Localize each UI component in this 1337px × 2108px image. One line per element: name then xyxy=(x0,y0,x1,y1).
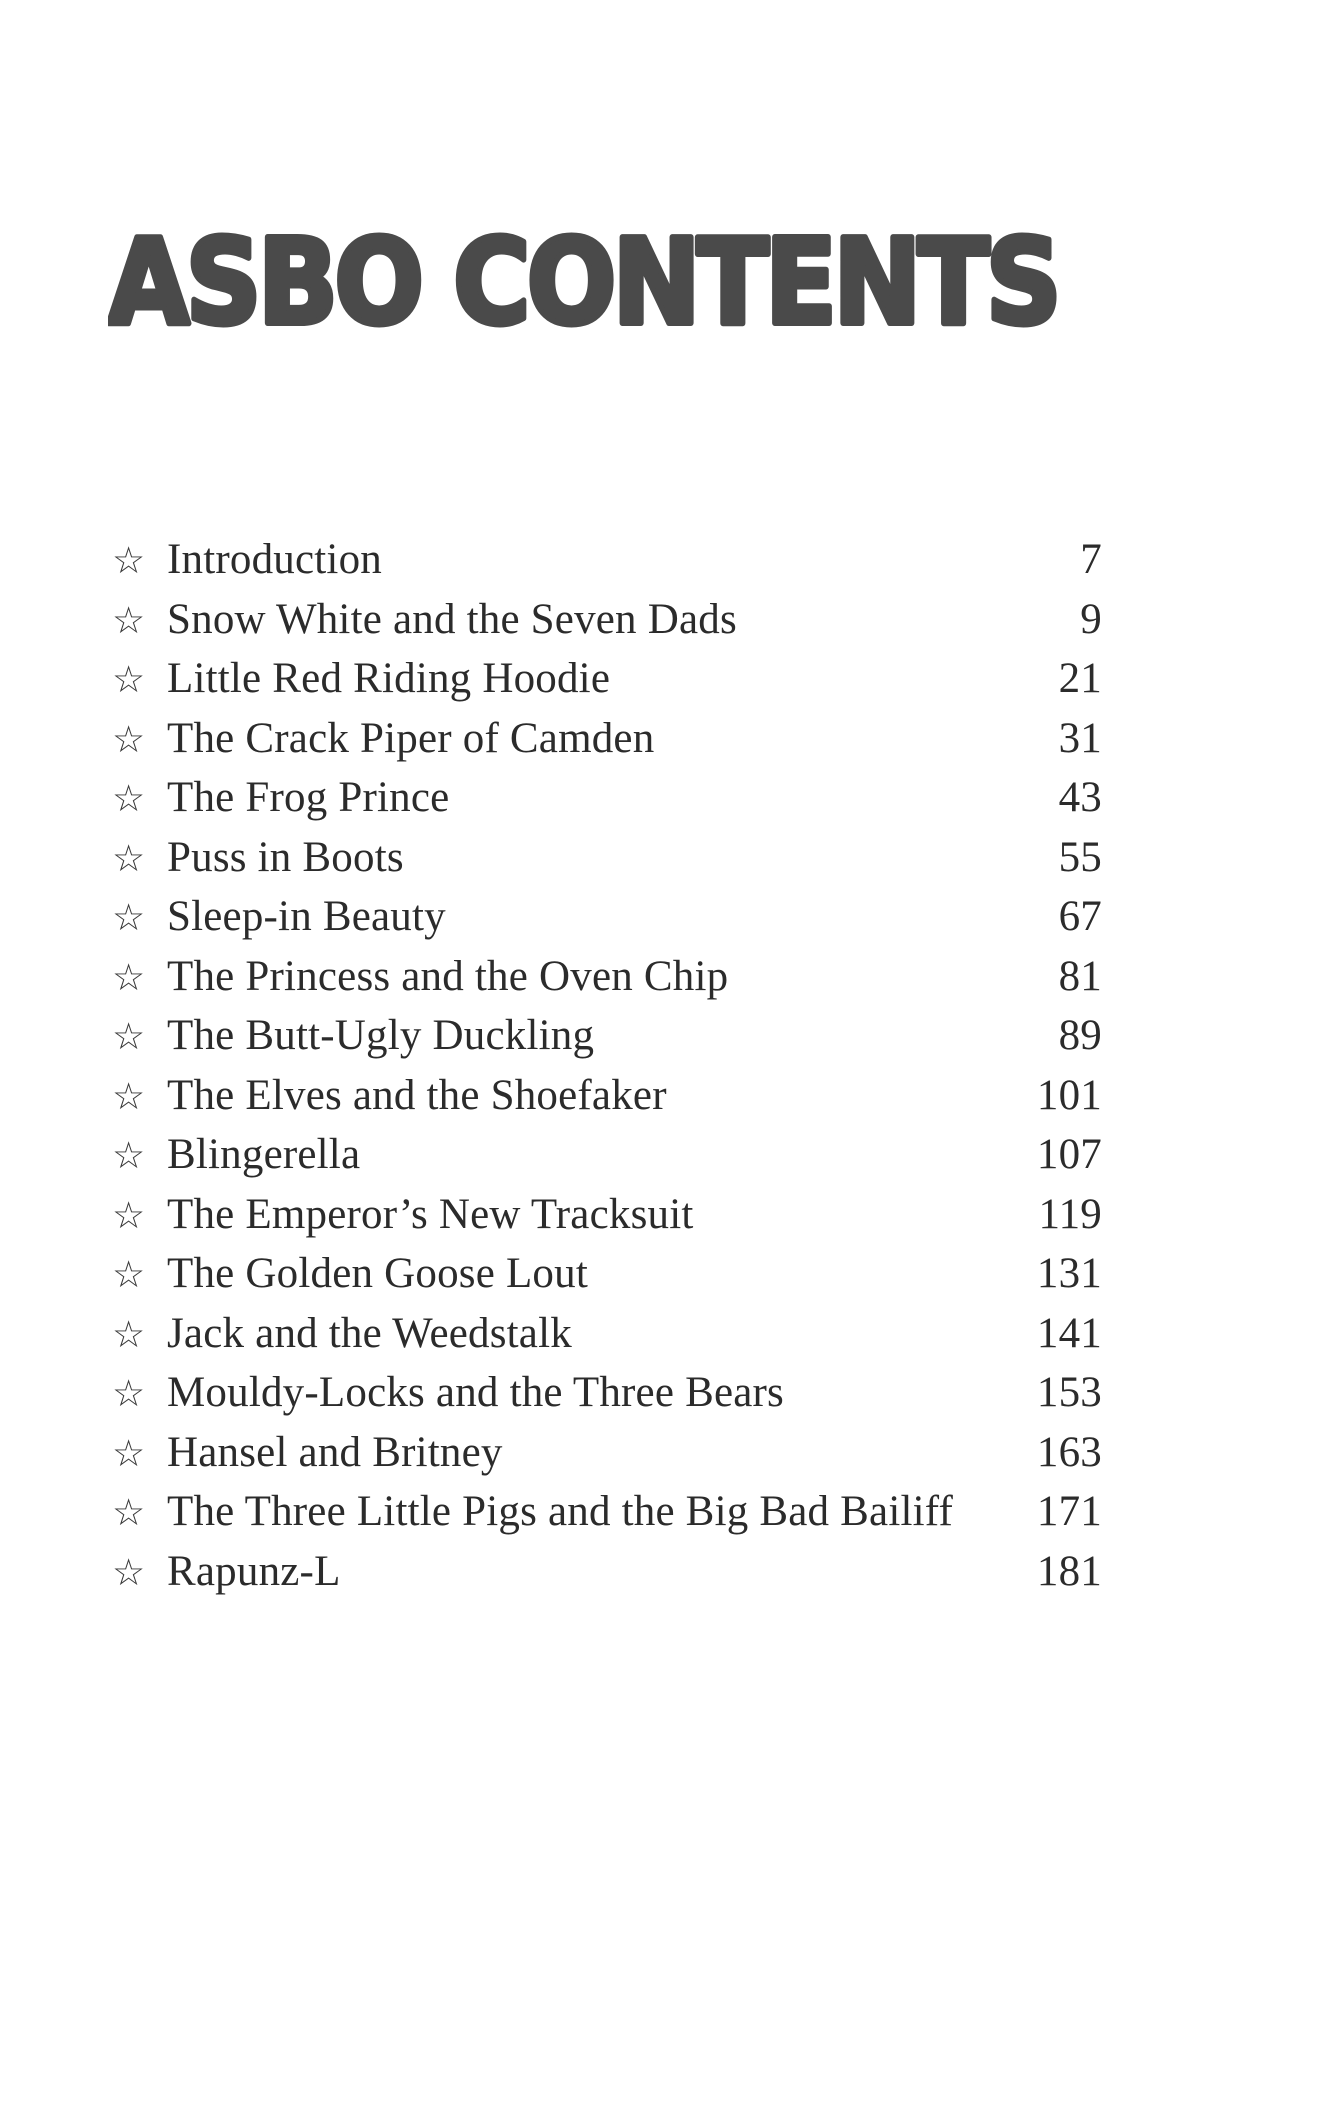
toc-entry xyxy=(112,1066,1102,1126)
toc-entry-title: Puss in Boots xyxy=(167,833,404,881)
star-outline-icon: ☆ xyxy=(112,658,146,701)
star-outline-icon: ☆ xyxy=(112,1193,146,1237)
graffiti-title xyxy=(108,205,1068,355)
toc-entry xyxy=(112,590,1102,650)
star-outline-icon: ☆ xyxy=(112,1372,146,1415)
toc-entry xyxy=(112,1185,1102,1245)
star-outline-icon: ☆ xyxy=(112,1253,146,1296)
toc-entry-page-number: 153 xyxy=(1036,1369,1102,1416)
toc-entry-title: The Frog Prince xyxy=(167,774,450,821)
page-title xyxy=(108,205,1068,355)
star-outline-icon: ☆ xyxy=(112,539,146,582)
toc-entry xyxy=(112,1304,1102,1364)
title-text: ASBO CONTENTS xyxy=(108,213,1058,351)
toc-entry-page-number: 171 xyxy=(1036,1488,1102,1535)
star-outline-icon: ☆ xyxy=(112,836,146,880)
toc-entry-page-number: 119 xyxy=(1038,1190,1102,1238)
toc-entry-title: Jack and the Weedstalk xyxy=(167,1309,572,1357)
toc-entry xyxy=(112,709,1102,769)
toc-entry-title: The Emperor’s New Tracksuit xyxy=(167,1190,694,1238)
toc-entry-page-number: 81 xyxy=(1058,952,1102,1000)
toc-entry-title: Snow White and the Seven Dads xyxy=(167,595,737,643)
star-outline-icon: ☆ xyxy=(112,777,146,820)
toc-entry-title: The Golden Goose Lout xyxy=(167,1250,588,1297)
toc-entry xyxy=(112,1482,1102,1542)
star-outline-icon: ☆ xyxy=(112,1015,146,1058)
star-outline-icon: ☆ xyxy=(112,598,146,642)
toc-entry xyxy=(112,887,1102,947)
toc-entry-page-number: 31 xyxy=(1058,714,1102,762)
table-of-contents xyxy=(112,530,1102,1601)
toc-entry xyxy=(112,1423,1102,1483)
toc-entry-page-number: 101 xyxy=(1036,1071,1102,1119)
toc-entry xyxy=(112,530,1102,590)
toc-entry xyxy=(112,1363,1102,1423)
toc-entry-title: Mouldy-Locks and the Three Bears xyxy=(167,1369,784,1416)
star-outline-icon: ☆ xyxy=(112,1134,146,1177)
toc-entry xyxy=(112,1542,1102,1602)
toc-entry xyxy=(112,768,1102,828)
toc-entry xyxy=(112,1125,1102,1185)
toc-entry xyxy=(112,947,1102,1007)
toc-entry-title: Hansel and Britney xyxy=(167,1428,503,1476)
toc-entry-title: Rapunz-L xyxy=(167,1547,341,1595)
toc-entry xyxy=(112,649,1102,709)
toc-entry-page-number: 43 xyxy=(1058,774,1102,821)
toc-entry-page-number: 7 xyxy=(1080,536,1102,583)
toc-entry-page-number: 21 xyxy=(1058,655,1102,702)
toc-entry-title: The Elves and the Shoefaker xyxy=(167,1071,667,1119)
toc-entry-page-number: 181 xyxy=(1036,1547,1102,1595)
toc-entry-title: Little Red Riding Hoodie xyxy=(167,655,611,702)
toc-entry-page-number: 67 xyxy=(1058,893,1102,940)
toc-entry-title: The Three Little Pigs and the Big Bad Bailiff xyxy=(167,1488,954,1535)
star-outline-icon: ☆ xyxy=(112,955,146,999)
toc-entry xyxy=(112,1006,1102,1066)
toc-entry-title: Introduction xyxy=(167,536,382,583)
toc-entry xyxy=(112,828,1102,888)
star-outline-icon: ☆ xyxy=(112,717,146,761)
star-outline-icon: ☆ xyxy=(112,1491,146,1534)
star-outline-icon: ☆ xyxy=(112,896,146,939)
toc-entry-title: The Crack Piper of Camden xyxy=(167,714,655,762)
star-outline-icon: ☆ xyxy=(112,1550,146,1594)
toc-entry-title: Sleep-in Beauty xyxy=(167,893,446,940)
toc-entry-title: Blingerella xyxy=(167,1131,361,1178)
toc-entry-page-number: 9 xyxy=(1080,595,1102,643)
toc-entry-page-number: 131 xyxy=(1036,1250,1102,1297)
toc-entry xyxy=(112,1244,1102,1304)
toc-entry-page-number: 89 xyxy=(1058,1012,1102,1059)
star-outline-icon: ☆ xyxy=(112,1312,146,1356)
toc-entry-page-number: 163 xyxy=(1036,1428,1102,1476)
toc-entry-page-number: 107 xyxy=(1036,1131,1102,1178)
toc-entry-title: The Princess and the Oven Chip xyxy=(167,952,729,1000)
star-outline-icon: ☆ xyxy=(112,1074,146,1118)
star-outline-icon: ☆ xyxy=(112,1431,146,1475)
toc-entry-title: The Butt-Ugly Duckling xyxy=(167,1012,595,1059)
toc-entry-page-number: 141 xyxy=(1036,1309,1102,1357)
toc-entry-page-number: 55 xyxy=(1058,833,1102,881)
